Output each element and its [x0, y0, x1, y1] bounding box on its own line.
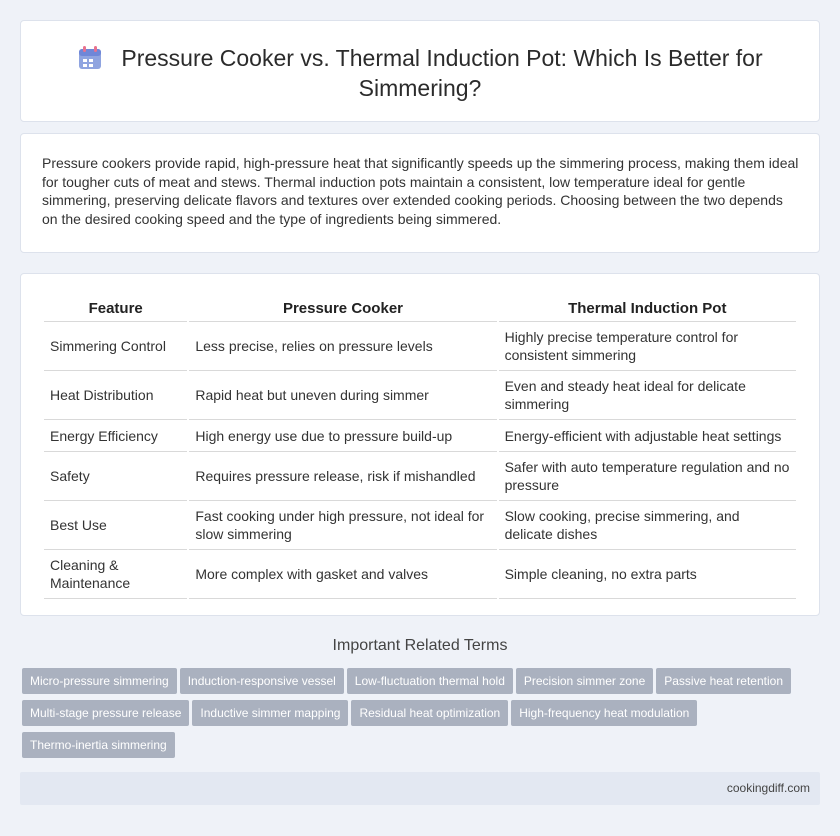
table-row — [44, 501, 796, 550]
intro-text: Pressure cookers provide rapid, high-pressure heat that significantly speeds up the simmering process, making them ideal for tougher cuts of meat and stews. Thermal induction pots maintain a consistent, low temperature ideal for gentle simmering, preserving delicate flavors and textures over extended cooking periods. Choosing between the two depends on the desired cooking speed and the type of ingredients being simmered. — [42, 155, 799, 227]
pressure-cooker-cell: High energy use due to pressure build-up — [189, 420, 496, 452]
related-term-tag[interactable]: Induction-responsive vessel — [180, 668, 344, 694]
related-term-tag[interactable]: Passive heat retention — [656, 668, 791, 694]
page-title-text: Pressure Cooker vs. Thermal Induction Pot: Which Is Better for Simmering? — [121, 45, 763, 101]
related-term-tag[interactable]: Multi-stage pressure release — [22, 700, 189, 726]
related-term-tag[interactable]: Inductive simmer mapping — [192, 700, 348, 726]
pressure-cooker-cell: Less precise, relies on pressure levels — [189, 322, 496, 371]
related-term-tag[interactable]: Micro-pressure simmering — [22, 668, 177, 694]
table-row — [44, 322, 796, 371]
table-row — [44, 550, 796, 599]
comparison-table — [42, 296, 798, 599]
related-term-tag[interactable]: Residual heat optimization — [351, 700, 508, 726]
thermal-pot-cell: Simple cleaning, no extra parts — [499, 550, 796, 599]
intro-card — [20, 133, 820, 253]
thermal-pot-cell: Energy-efficient with adjustable heat settings — [499, 420, 796, 452]
feature-cell: Simmering Control — [44, 322, 187, 371]
thermal-pot-cell: Even and steady heat ideal for delicate simmering — [499, 371, 796, 420]
table-row — [44, 371, 796, 420]
pressure-cooker-cell: Fast cooking under high pressure, not ideal for slow simmering — [189, 501, 496, 550]
thermal-pot-cell: Safer with auto temperature regulation and no pressure — [499, 452, 796, 501]
header-feature: Feature — [44, 296, 187, 322]
feature-cell: Energy Efficiency — [44, 420, 187, 452]
pressure-cooker-cell: Requires pressure release, risk if mishandled — [189, 452, 496, 501]
footer-site-link[interactable]: cookingdiff.com — [726, 781, 810, 795]
table-row — [44, 420, 796, 452]
feature-cell: Cleaning & Maintenance — [44, 550, 187, 599]
related-term-tag[interactable]: Thermo-inertia simmering — [22, 732, 175, 758]
related-terms-list — [22, 668, 822, 764]
page-title — [21, 43, 819, 103]
feature-cell: Best Use — [44, 501, 187, 550]
thermal-pot-cell: Highly precise temperature control for consistent simmering — [499, 322, 796, 371]
calendar-icon — [77, 45, 103, 71]
header-thermal-induction-pot: Thermal Induction Pot — [499, 296, 796, 322]
related-term-tag[interactable]: High-frequency heat modulation — [511, 700, 697, 726]
related-terms-title: Important Related Terms — [332, 637, 508, 654]
related-term-tag[interactable]: Precision simmer zone — [516, 668, 653, 694]
footer — [20, 772, 820, 805]
table-header-row — [44, 296, 796, 322]
feature-cell: Safety — [44, 452, 187, 501]
related-term-tag[interactable]: Low-fluctuation thermal hold — [347, 668, 513, 694]
header-pressure-cooker: Pressure Cooker — [189, 296, 496, 322]
header-card — [20, 20, 820, 122]
pressure-cooker-cell: More complex with gasket and valves — [189, 550, 496, 599]
table-row — [44, 452, 796, 501]
feature-cell: Heat Distribution — [44, 371, 187, 420]
pressure-cooker-cell: Rapid heat but uneven during simmer — [189, 371, 496, 420]
thermal-pot-cell: Slow cooking, precise simmering, and delicate dishes — [499, 501, 796, 550]
comparison-card — [20, 273, 820, 616]
